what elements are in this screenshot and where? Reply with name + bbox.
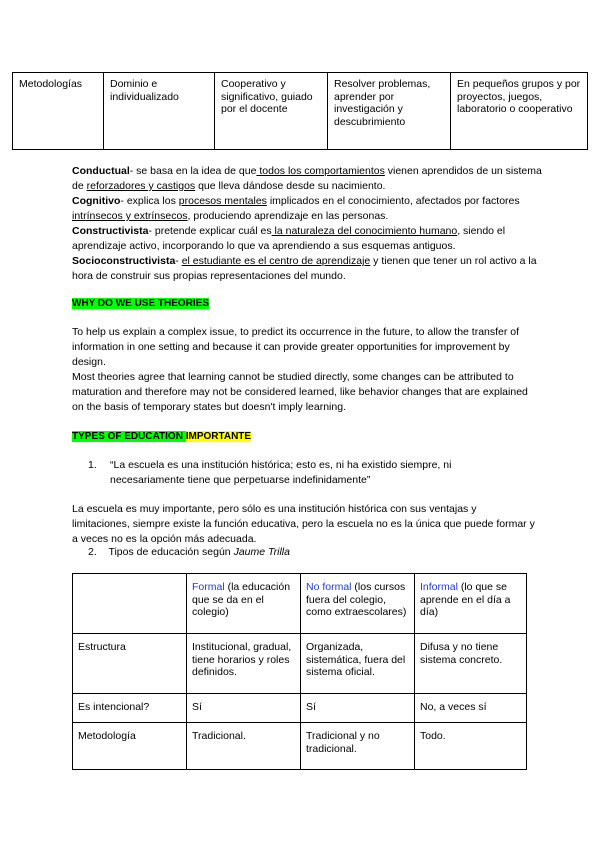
formal-term: Formal [192, 581, 225, 593]
table-cell: Resolver problemas, aprender por investigación y descubrimiento [328, 73, 451, 150]
text: - se basa en la idea de que [129, 165, 257, 177]
theory-constructivista [72, 224, 542, 254]
text: - [175, 255, 182, 267]
underlined-text: la naturaleza del conocimiento humano [271, 225, 458, 237]
text: y tienen que tener un rol activo a la hora de construir sus propias representaciones del mundo. [72, 255, 537, 282]
list-item [88, 458, 498, 488]
table-cell [187, 574, 301, 634]
text: (los cursos fuera del colegio, como extraescolares) [306, 581, 407, 618]
table-cell: Estructura [73, 634, 187, 694]
text: , produciendo aprendizaje en las personas. [187, 210, 389, 222]
table-cell [301, 574, 415, 634]
term: Cognitivo [72, 195, 121, 207]
text: - pretende explicar cuál es [148, 225, 272, 237]
quote-text: “La escuela es una institución histórica; esto es, ni ha existido siempre, ni necesariamente tiene que perpetuarse indefinidamente” [110, 459, 452, 486]
underlined-text: procesos mentales [178, 195, 267, 207]
table-row [73, 694, 527, 723]
underlined-text: reforzadores y castigos [86, 180, 196, 192]
text: implicados en el conocimiento, afectados por factores [266, 195, 520, 207]
table-row [13, 73, 588, 150]
text: (la educación que se da en el colegio) [192, 581, 291, 618]
text: , siendo el aprendizaje activo, incorporando lo que va aprendiendo a sus esquemas antiguos. [72, 225, 506, 252]
table-cell: En pequeños grupos y por proyectos, juegos, laboratorio o cooperativo [451, 73, 588, 150]
text: (lo que se aprende en el día a día) [420, 581, 511, 618]
heading-text: WHY DO WE USE THEORIES [72, 298, 210, 309]
theory-conductual [72, 164, 542, 194]
table-cell: No, a veces sí [415, 694, 527, 723]
education-types-table [72, 573, 527, 770]
term: Conductual [72, 165, 130, 177]
list-number: 2. [88, 546, 97, 558]
table-cell: Difusa y no tiene sistema concreto. [415, 634, 527, 694]
informal-term: Informal [420, 581, 458, 593]
school-paragraph: La escuela es muy importante, pero sólo es una institución histórica con sus ventajas y limitaciones, siempre existe la función educativa, pero la escuela no es la única que puede formar y a veces no es la opción más adecuada. [72, 503, 535, 545]
heading-text: TYPES OF EDUCATION [72, 431, 186, 442]
table-row [73, 634, 527, 694]
underlined-text: el estudiante es el centro de aprendizaje [181, 255, 371, 267]
theories-block [72, 164, 542, 284]
theory-cognitivo [72, 194, 542, 224]
table-cell: Cooperativo y significativo, guiado por el docente [215, 73, 328, 150]
underlined-text: intrínsecos y extrínsecos [72, 210, 188, 222]
term: Socioconstructivista [72, 255, 176, 267]
table-cell [73, 574, 187, 634]
paragraph: Most theories agree that learning cannot be studied directly, some changes can be attributed to maturation and therefore may not be considered learned, like behavior changes that are explained on the basis of temporary states but doesn't imply learning. [72, 371, 528, 413]
table-cell: Tradicional y no tradicional. [301, 723, 415, 770]
table-cell: Sí [187, 694, 301, 723]
text: Tipos de educación según [108, 546, 234, 558]
important-tag: IMPORTANTE [185, 431, 252, 442]
table-cell: Organizada, sistemática, fuera del sistema oficial. [301, 634, 415, 694]
why-paragraph [72, 325, 542, 415]
table-cell: Metodología [73, 723, 187, 770]
table-cell [415, 574, 527, 634]
table-cell: Metodologías [13, 73, 104, 150]
text: que lleva dándose desde su nacimiento. [195, 180, 386, 192]
term: Constructivista [72, 225, 149, 237]
theory-socioconstructivista [72, 254, 542, 284]
table-row [73, 723, 527, 770]
table-cell: Es intencional? [73, 694, 187, 723]
paragraph: To help us explain a complex issue, to predict its occurrence in the future, to allow the transfer of information in one setting and because it can provide greater opportunities for improvement by design. [72, 326, 520, 368]
table-cell: Tradicional. [187, 723, 301, 770]
table-cell: Institucional, gradual, tiene horarios y roles definidos. [187, 634, 301, 694]
list-item [88, 545, 498, 560]
text: vienen aprendidos de un sistema de [72, 165, 542, 192]
section-heading-types [72, 429, 542, 444]
author-name: Jaume Trilla [233, 546, 290, 558]
methodology-table [12, 72, 588, 150]
section-heading-why [72, 296, 542, 311]
underlined-text: todos los comportamientos [256, 165, 385, 177]
text: - explica los [120, 195, 179, 207]
table-cell: Dominio e individualizado [104, 73, 215, 150]
list-number: 1. [88, 459, 97, 471]
table-cell: Todo. [415, 723, 527, 770]
table-cell: Sí [301, 694, 415, 723]
noformal-term: No formal [306, 581, 352, 593]
table-row [73, 574, 527, 634]
